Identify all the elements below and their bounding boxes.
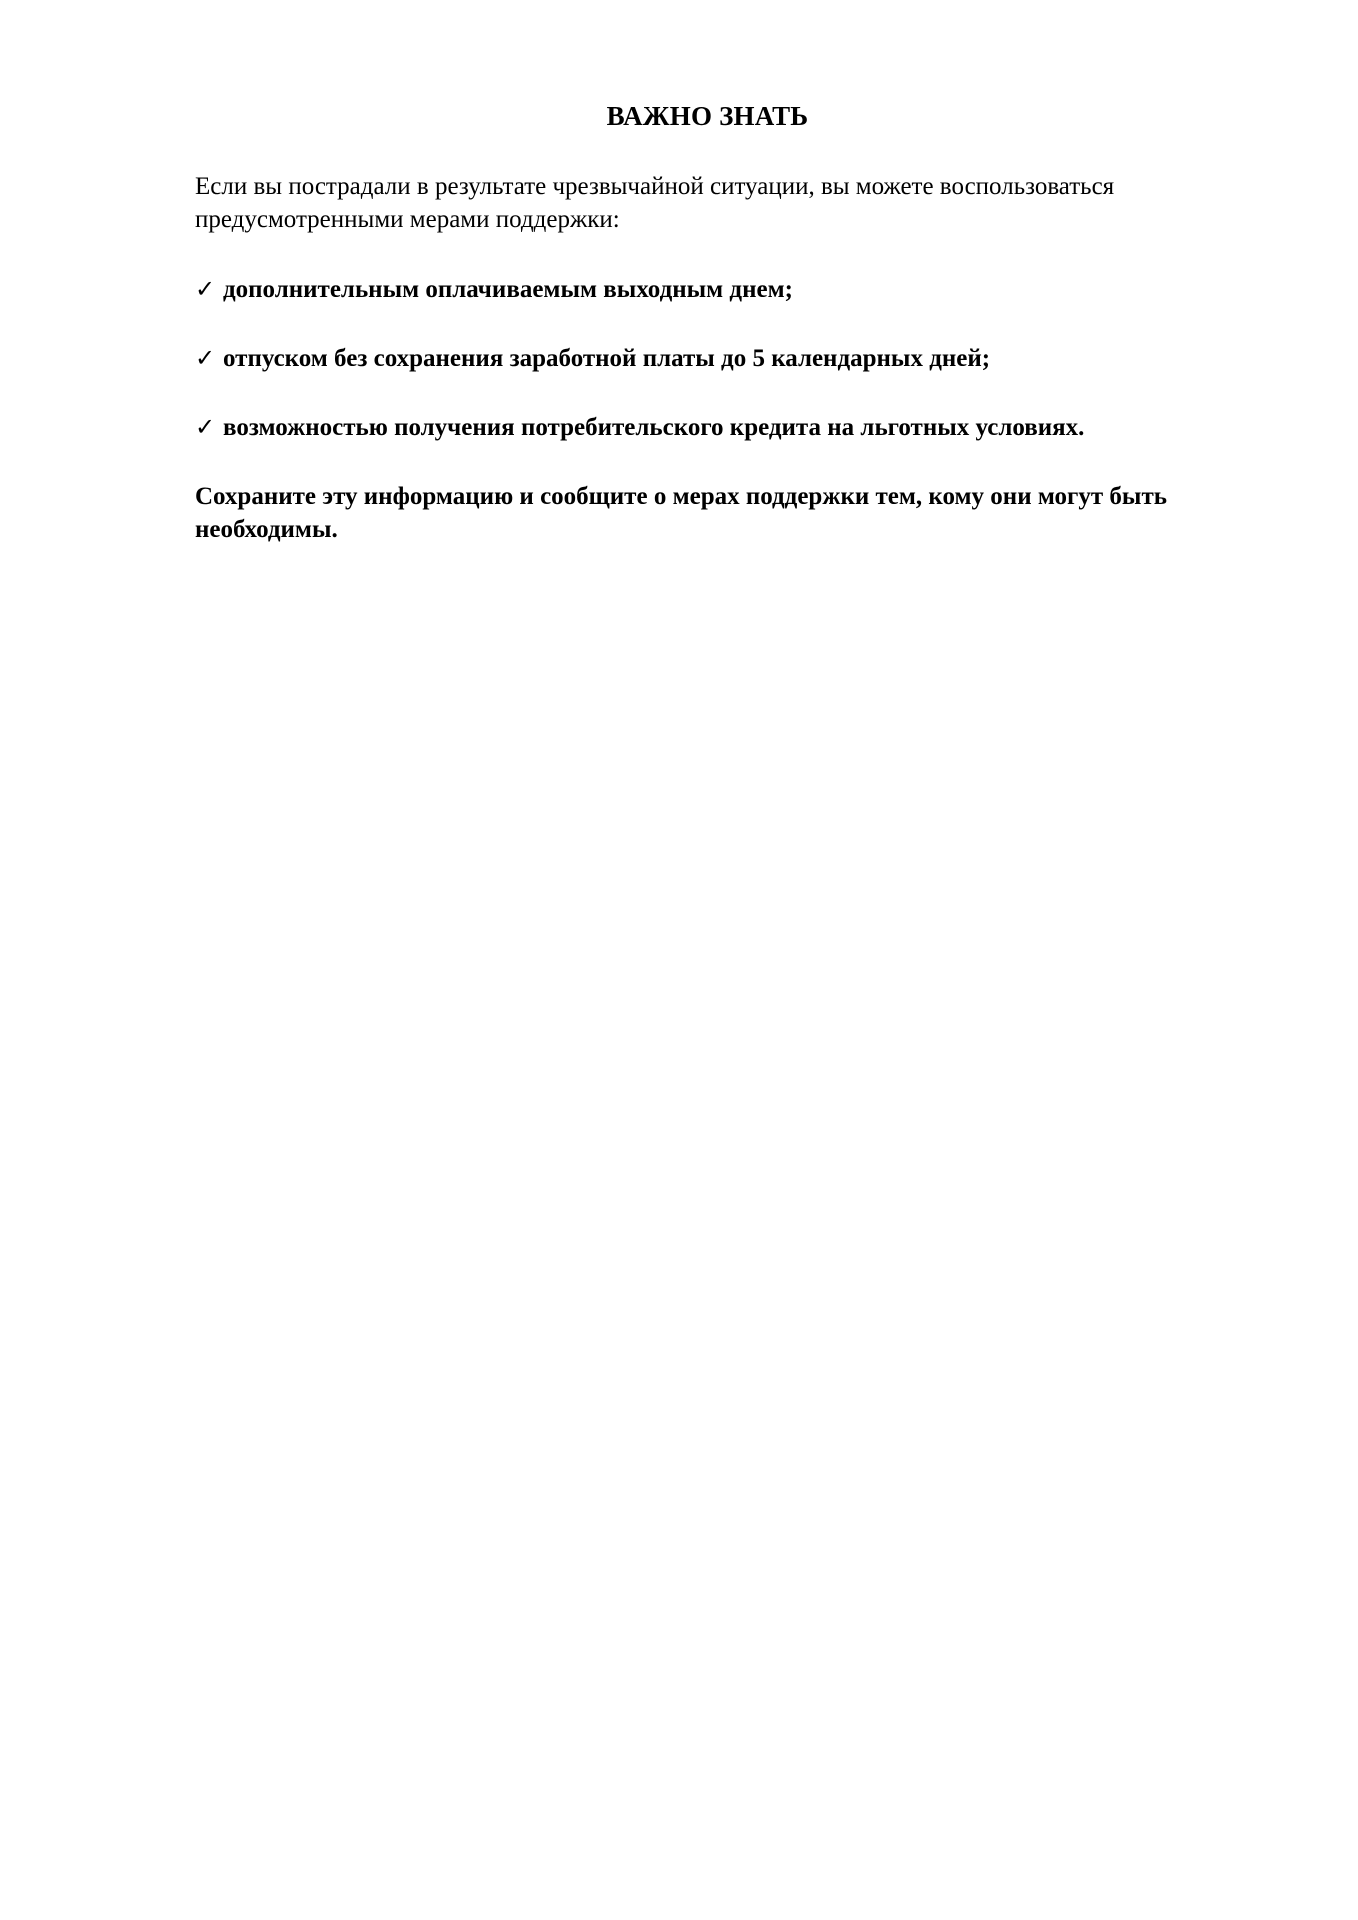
list-item-text: отпуском без сохранения заработной платы до 5 календарных дней; (223, 345, 991, 372)
check-mark-icon: ✓ (195, 344, 216, 372)
list-item (195, 342, 1220, 375)
check-mark-icon: ✓ (195, 413, 216, 441)
support-measures-list (195, 273, 1220, 444)
document-body (195, 100, 1220, 546)
list-item-text: возможностью получения потребительского кредита на льготных условиях. (223, 414, 1085, 441)
list-item (195, 273, 1220, 306)
list-item-text: дополнительным оплачиваемым выходным днем; (223, 276, 793, 303)
check-mark-icon: ✓ (195, 275, 216, 303)
page-title: ВАЖНО ЗНАТЬ (606, 101, 809, 131)
closing-paragraph: Сохраните эту информацию и сообщите о мерах поддержки тем, кому они могут быть необходимы. (195, 483, 1167, 543)
list-item (195, 411, 1220, 444)
intro-paragraph: Если вы пострадали в результате чрезвычайной ситуации, вы можете воспользоваться предусмотренными мерами поддержки: (195, 173, 1115, 233)
